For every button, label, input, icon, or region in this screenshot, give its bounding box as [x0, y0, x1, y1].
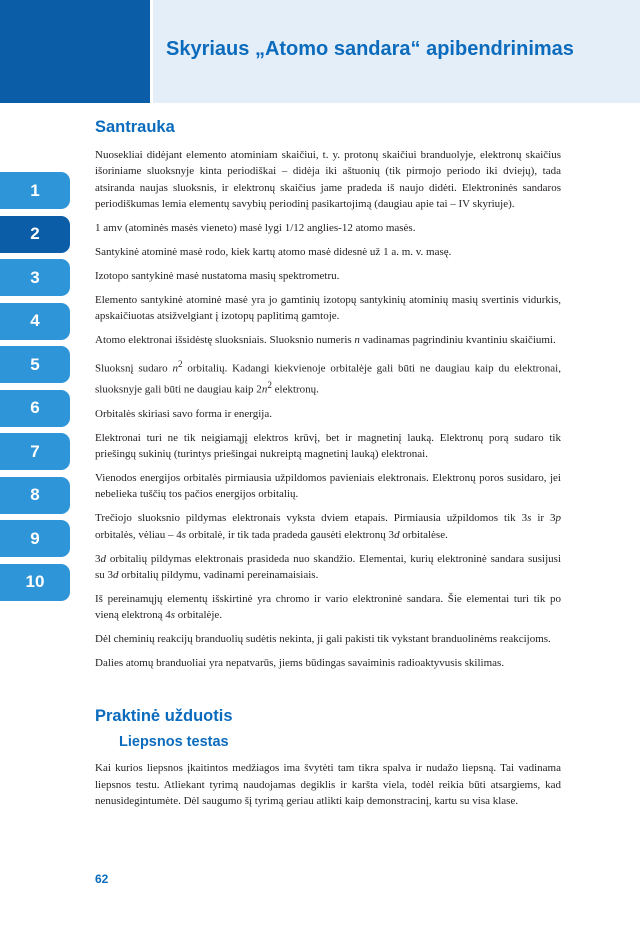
chapter-tab-10[interactable]: 10	[0, 564, 70, 601]
summary-paragraph: Nuosekliai didėjant elemento atominiam skaičiui, t. y. protonų skaičiui branduolyje, elektronų skaičius išoriniame sluoksnyje kinta periodiškai – didėja iki aštuonių (tik pirmojo periodo iki dviejų), tada atsiranda naujas sluoksnis, ir elektronų skaičius jame pradeda iš naujo didėti. Elektroninės sandaros periodiškumas lemia elementų savybių periodinį pasikartojimą (daugiau apie tai – IV skyriuje).	[95, 149, 561, 211]
summary-paragraph: Vienodos energijos orbitalės pirmiausia užpildomos pavieniais elektronais. Elektronų poros susidaro, jei nebelieka tuščių tos pačios energijos orbitalių.	[95, 471, 561, 501]
summary-paragraph: Dalies atomų branduoliai yra nepatvarūs, jiems būdingas savaiminis radioaktyvusis skilimas.	[95, 657, 505, 670]
chapter-tab-2[interactable]: 2	[0, 216, 70, 253]
summary-paragraph: Trečiojo sluoksnio pildymas elektronais vyksta dviem etapais. Pirmiausia užpildomos tik 3s ir 3p orbitalės, vėliau – 4s orbitalė, ir tik tada pradeda gausėti elektronų 3d orbitalėse.	[95, 512, 561, 541]
header-accent-block	[0, 0, 150, 103]
page-number: 62	[95, 872, 109, 886]
summary-paragraph: Sluoksnį sudaro $n^2$ orbitalių. Kadangi kiekvienoje orbitalėje gali būti ne daugiau kaip du elektronai, sluoksnyje gali būti ne daugiau kaip $2n^2$ elektronų.	[95, 359, 561, 396]
summary-paragraph: Orbitalės skiriasi savo forma ir energija.	[95, 407, 272, 420]
chapter-tab-8[interactable]: 8	[0, 477, 70, 514]
summary-paragraph: 3d orbitalių pildymas elektronais prasideda nuo skandžio. Elementai, kurių elektroninė sandara susijusi su 3d orbitalių pildymu, vadinami pereinamaisiais.	[95, 552, 561, 581]
chapter-tab-6[interactable]: 6	[0, 390, 70, 427]
summary-paragraph: Iš pereinamųjų elementų išskirtinė yra chromo ir vario elektroninė sandara. Šie elementai turi tik po vieną elektroną 4s orbitalėje.	[95, 592, 561, 622]
practical-subheading: Liepsnos testas	[119, 734, 229, 751]
summary-heading: Santrauka	[95, 118, 175, 136]
summary-paragraph: Atomo elektronai išsidėstę sluoksniais. Sluoksnio numeris n vadinamas pagrindiniu kvantiniu skaičiumi.	[95, 334, 556, 347]
summary-paragraph: Izotopo santykinė masė nustatoma masių spektrometru.	[95, 269, 340, 282]
chapter-tabs	[0, 172, 70, 607]
chapter-tab-4[interactable]: 4	[0, 303, 70, 340]
chapter-tab-3[interactable]: 3	[0, 259, 70, 296]
chapter-tab-5[interactable]: 5	[0, 346, 70, 383]
summary-paragraph: 1 amv (atominės masės vieneto) masė lygi 1/12 anglies-12 atomo masės.	[95, 222, 416, 235]
chapter-tab-1[interactable]: 1	[0, 172, 70, 209]
chapter-tab-7[interactable]: 7	[0, 433, 70, 470]
practical-heading: Praktinė užduotis	[95, 707, 233, 726]
summary-paragraph: Dėl cheminių reakcijų branduolių sudėtis nekinta, ji gali pakisti tik vykstant branduolinėms reakcijoms.	[95, 633, 551, 646]
chapter-tab-9[interactable]: 9	[0, 520, 70, 557]
main-content	[95, 118, 561, 817]
summary-paragraph: Elemento santykinė atominė masė yra jo gamtinių izotopų santykinių atominių masių svertinis vidurkis, apskaičiuotas atsižvelgiant į izotopų paplitimą gamtoje.	[95, 293, 561, 323]
practical-paragraph: Kai kurios liepsnos įkaitintos medžiagos ima švytėti tam tikra spalva ir nudažo liepsną. Tai vadinama liepsnos testu. Atliekant tyrimą naudojamas degiklis ir karšta viela, todėl reikia būti atsargiems, kad nenusidegintumėte. Dėl saugumo šį tyrimą geriau atlikti kaip demonstracinį, kartu su visa klase.	[95, 762, 561, 808]
summary-body	[95, 147, 561, 671]
chapter-title: Skyriaus „Atomo sandara“ apibendrinimas	[166, 38, 574, 60]
summary-paragraph: Elektronai turi ne tik neigiamąjį elektros krūvį, bet ir magnetinį lauką. Elektronų porą sudaro tik priešingų sukinių (turintys priešingai nukreiptą magnetinį lauką) elektronai.	[95, 431, 561, 460]
summary-paragraph: Santykinė atominė masė rodo, kiek kartų atomo masė didesnė už 1 a. m. v. masę.	[95, 246, 452, 259]
